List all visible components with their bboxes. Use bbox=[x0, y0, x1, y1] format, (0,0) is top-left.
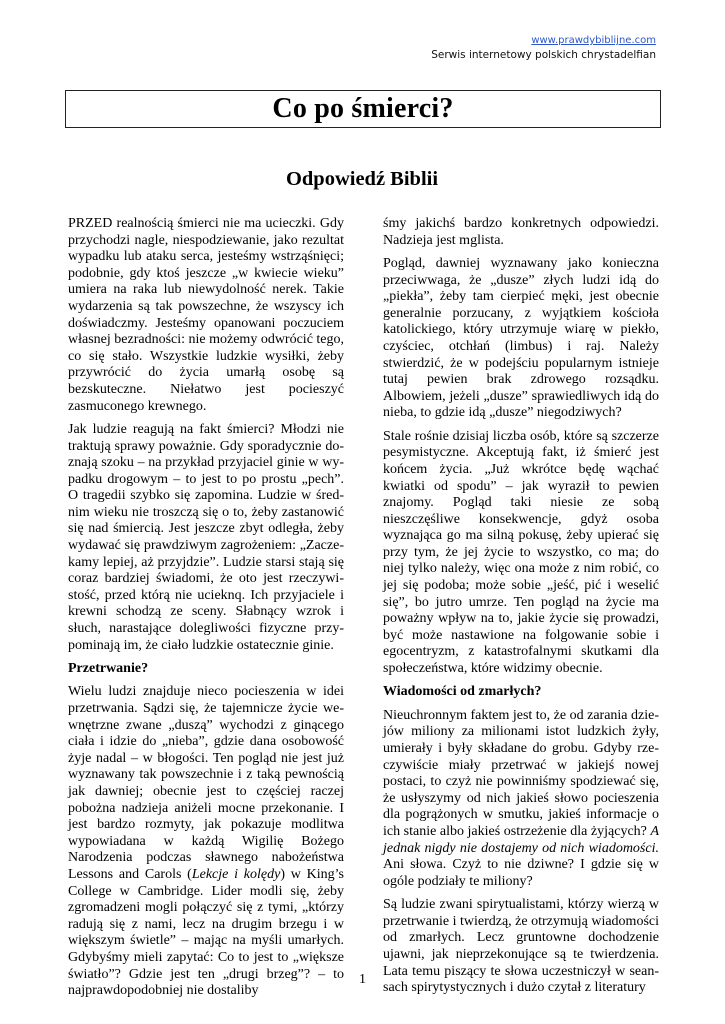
paragraph bbox=[383, 708, 659, 891]
paragraph: Jak ludzie reagują na fakt śmierci? Młodzi nie traktują sprawy poważnie. Gdy sporadycznie doznają szoku – na przykład przyjaciel ginie w wypadku drogowym – to jest to po prostu „pech”. O tragedii szybko się zapomina. Ludzie w średnim wieku nie troszczą się o to, żeby zastanowić się nad śmiercią. Jest jeszcze zbyt odległa, żeby wydawać się prawdziwym zagrożeniem: „Zaczekamy lepiej, aż przyjdzie”. Ludzie starsi stają się coraz bardziej świadomi, że oto jest rzeczywistość, przed którą nie ucieknq. Ich przyjaciele i krewni schodzą ze sceny. Słabnący wzrok i słuch, narastające dolegliwości fizyczne przypominają im, że ciało ludzkie ostatecznie ginie. bbox=[68, 421, 344, 653]
text-run: Wielu ludzi znajduje nieco pocieszenia w idei przetrwania. Sądzi się, że tajemnicze życie wewnętrzne zwane „duszą” wychodzi z ginącego ciała i idzie do „nieba”, gdzie dana osobowość żyje nadal – w błogości. Ten pogląd nie jest już wyznawany tak powszechnie i z taką pewnością jak dawniej; obecnie jest to częściej raczej pobożna nadzieja aniżeli mocne przekonanie. I jest bardzo rozmyty, jak pokazuje modlitwa wypowiadana w każdą Wigilię Bożego Narodzenia podczas sławnego nabożeństwa Lessons and Carols ( bbox=[68, 684, 344, 882]
paragraph: PRZED realnością śmierci nie ma ucieczki. Gdy przychodzi nagle, niespodziewanie, jako rezultat wypadku lub ataku serca, jesteśmy wstrząśnięci; podobnie, gdy ktoś jeszcze „w kwiecie wieku” umiera na raka lub niewydolność nerek. Takie wydarzenia są tak powszechne, że wszyscy ich doświadczmy. Jesteśmy opanowani poczuciem własnej bezradności: nie możemy odwrócić tego, co się stało. Wszystkie ludzkie wysiłki, żeby przywrócić do życia umarłą osobę są bezskuteczne. Niełatwo jest pocieszyć zasmuconego krewnego. bbox=[68, 216, 345, 414]
text-run: Nieuchronnym faktem jest to, że od zarania dziejów miliony za milionami istot ludzkich żyły, umierały i były składane do grobu. Gdyby rzeczywiście miały przetrwać w jakiejś nowej postaci, to czyż nie powinniśmy spodziewać się, że usłyszymy od nich jakieś słowo pocieszenia dla pogrążonych w smutku, jakieś informacje o ich stanie albo jakieś ostrzeżenie dla żyjących? bbox=[383, 707, 660, 839]
page-subtitle: Odpowiedź Biblii bbox=[285, 168, 439, 190]
left-column bbox=[68, 216, 344, 1007]
text-run: ) w King’s College w Cambridge. Lider modli się, żeby zgromadzeni mogli połączyć się z tymi, „którzy radują się z nami, lecz na drugim brzegu i w większym świetle” – mając na myśli umarłych. Gdybyśmy mieli zapytać: Co to jest to „większe światło”? Gdzie jest ten „drugi brzeg”? – to najprawdopodobniej nie dostaliby bbox=[68, 866, 344, 999]
page-number: 1 bbox=[359, 972, 366, 987]
text-run: Ani słowa. Czyż to nie dziwne? I gdzie się w ogóle podziały te miliony? bbox=[383, 857, 659, 889]
right-column bbox=[383, 216, 659, 1004]
page-title: Co po śmierci? bbox=[272, 93, 454, 124]
paragraph: Są ludzie zwani spirytualistami, którzy wierzą w przetrwanie i twierdzą, że otrzymują wiadomości od zmarłych. Lecz gruntowne dochodzenie ujawni, jak nieprzekonujące są te twierdzenia. Lata temu piszący te słowa uczestniczył w seansach spirytystycznych i dużo czytał z literatury bbox=[383, 897, 659, 996]
section-heading: Przetrwanie? bbox=[68, 661, 149, 677]
site-url-link[interactable]: www.prawdybiblijne.com bbox=[531, 35, 656, 46]
paragraph bbox=[68, 684, 344, 999]
italic-emphasis: A jednak nigdy nie dostajemy od nich wiadomości. bbox=[383, 823, 659, 856]
paragraph: śmy jakichś bardzo konkretnych odpowiedzi. Nadzieja jest mglista. bbox=[383, 216, 659, 248]
title-box bbox=[65, 90, 661, 128]
site-subtitle: Serwis internetowy polskich chrystadelfian bbox=[431, 49, 656, 61]
paragraph: Stale rośnie dzisiaj liczba osób, które są szczerze pesymistyczne. Akceptują fakt, iż śmierć jest końcem życia. „Już wkrótce będę wąchać kwiatki od spodu” – jak wyraził to pewien znajomy. Pogląd taki niesie ze sobą nieszczęśliwe konsekwencje, gdyż osoba wyznająca go ma silną pokusę, żeby upierać się przy tym, że jej życie to wszystko, co ma; do niej tylko należy, więc ona może z nim robić, co jej się podoba; może sobie „jeść, pić i weselić się”, bo jutro umrze. Ten pogląd na życie ma poważny wpływ na to, jakie życie się prowadzi, być może nastawione na folgowanie sobie i egocentryzm, z katastrofalnymi skutkami dla społeczeństwa, które widzimy obecnie. bbox=[383, 428, 659, 677]
section-heading: Wiadomości od zmarłych? bbox=[383, 684, 542, 700]
paragraph: Pogląd, dawniej wyznawany jako konieczna przeciwwaga, że „dusze” złych ludzi idą do „piekła”, żeby tam cierpieć męki, jest obecnie generalnie porzucany, z wyjątkiem kościoła katolickiego, który utrzymuje wiarę w piekło, czyściec, otchłań (limbus) i raj. Należy stwierdzić, że w podejściu popularnym istnieje tutaj pewien brak zdrowego rozsądku. Albowiem, jeżeli „dusze” sprawiedliwych idą do nieba, to gdzie idą „dusze” niegodziwych? bbox=[383, 255, 659, 421]
italic-title: Lekcje i kolędy bbox=[191, 866, 281, 882]
